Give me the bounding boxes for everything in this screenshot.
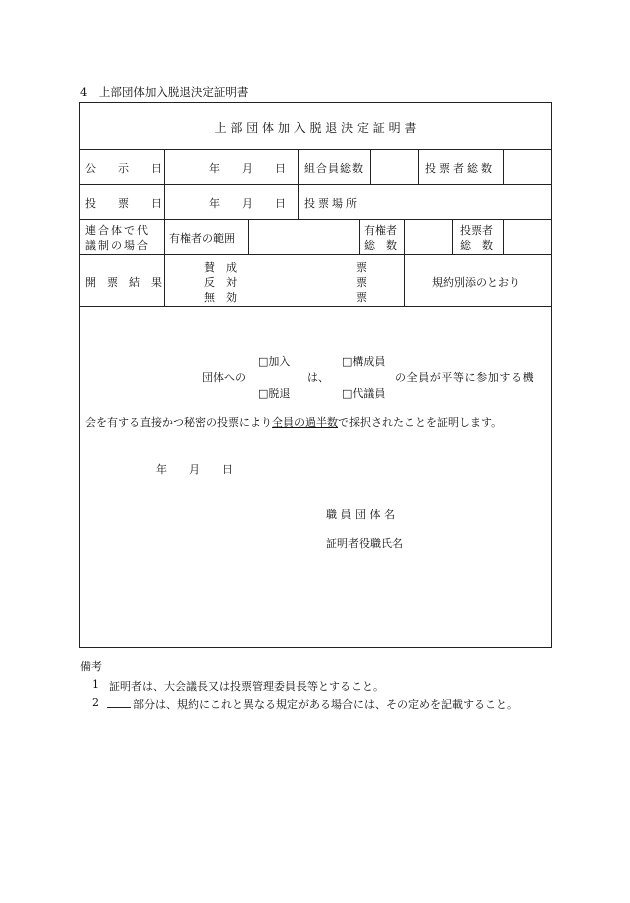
col-members-value-divider xyxy=(370,149,371,184)
text-ha: は、 xyxy=(307,371,329,384)
form-title: 上 部 団 体 加 入 脱 退 決 定 証 明 書 xyxy=(214,121,417,135)
remarks-title: 備考 xyxy=(80,660,102,673)
label-federation-2: 議制の場合 xyxy=(85,239,150,252)
label-count-result: 開 票 結 果 xyxy=(85,276,162,289)
rule-row4-bottom xyxy=(79,306,552,307)
sentence-part-b: で採択されたことを証明します。 xyxy=(338,416,503,429)
document-heading: 4 上部団体加入脱退決定証明書 xyxy=(80,85,249,99)
col-range-divider xyxy=(248,219,249,254)
label-vote-place: 投票場所 xyxy=(304,197,360,210)
certification-sentence xyxy=(85,414,502,430)
label-certifier: 証明者役職氏名 xyxy=(326,537,403,550)
certification-date[interactable]: 年 月 日 xyxy=(156,463,233,476)
label-voters-1: 投票者 xyxy=(460,224,493,237)
col-eligible-divider xyxy=(404,219,405,254)
label-total-voters: 投票者総数 xyxy=(425,162,495,175)
remark-1-num: 1 xyxy=(92,678,99,691)
unit-for: 票 xyxy=(356,261,367,274)
label-announcement-date: 公 示 日 xyxy=(85,162,162,175)
label-for: 賛 成 xyxy=(204,261,237,274)
col-total-voters-value-divider xyxy=(503,149,504,184)
checkbox-members[interactable]: □構成員 xyxy=(342,355,386,368)
label-eligible-1: 有権者 xyxy=(364,224,397,237)
unit-against: 票 xyxy=(356,276,367,289)
col-voters-divider xyxy=(503,219,504,254)
sentence-underlined: 全員の過半数 xyxy=(272,416,338,429)
col-eligible-value-divider xyxy=(452,219,453,254)
checkbox-leave[interactable]: □脱退 xyxy=(258,387,291,400)
label-federation-1: 連合体で代 xyxy=(85,224,150,237)
text-line1-tail: の全員が平等に参加する機 xyxy=(395,371,535,384)
col-label-divider xyxy=(164,149,165,306)
text-dantai-e: 団体への xyxy=(202,371,246,384)
unit-invalid: 票 xyxy=(356,291,367,304)
col-result-note-divider xyxy=(404,254,405,306)
remark-2-blank-line xyxy=(107,707,131,708)
col-range-value-divider xyxy=(359,219,360,254)
label-union-members: 組合員総数 xyxy=(304,162,364,175)
col-date-divider xyxy=(298,149,299,219)
label-against: 反 対 xyxy=(204,276,237,289)
label-org-name: 職 員 団 体 名 xyxy=(326,508,395,521)
rule-row3-bottom xyxy=(79,254,552,255)
rule-row2-bottom xyxy=(79,219,552,220)
label-invalid: 無 効 xyxy=(204,291,237,304)
announcement-date-value[interactable]: 年 月 日 xyxy=(209,162,286,175)
remark-2-text: 部分は、規約にこれと異なる規定がある場合には、その定めを記載すること。 xyxy=(133,698,518,711)
col-total-voters-divider xyxy=(418,149,419,184)
checkbox-delegates[interactable]: □代議員 xyxy=(342,387,386,400)
rule-row1-bottom xyxy=(79,184,552,185)
checkbox-join[interactable]: □加入 xyxy=(258,355,291,368)
remark-1-text: 証明者は、大会議長又は投票管理委員長等とすること。 xyxy=(109,680,384,693)
rule-title-bottom xyxy=(79,149,552,150)
label-vote-date: 投 票 日 xyxy=(85,197,162,210)
remark-2-num: 2 xyxy=(92,696,99,709)
label-eligible-2: 総 数 xyxy=(364,239,397,252)
label-voters-2: 総 数 xyxy=(460,239,493,252)
vote-date-value[interactable]: 年 月 日 xyxy=(209,197,286,210)
label-eligible-range: 有権者の範囲 xyxy=(169,232,235,245)
sentence-part-a: 会を有する直接かつ秘密の投票により xyxy=(85,416,272,429)
result-note: 規約別添のとおり xyxy=(432,276,520,289)
